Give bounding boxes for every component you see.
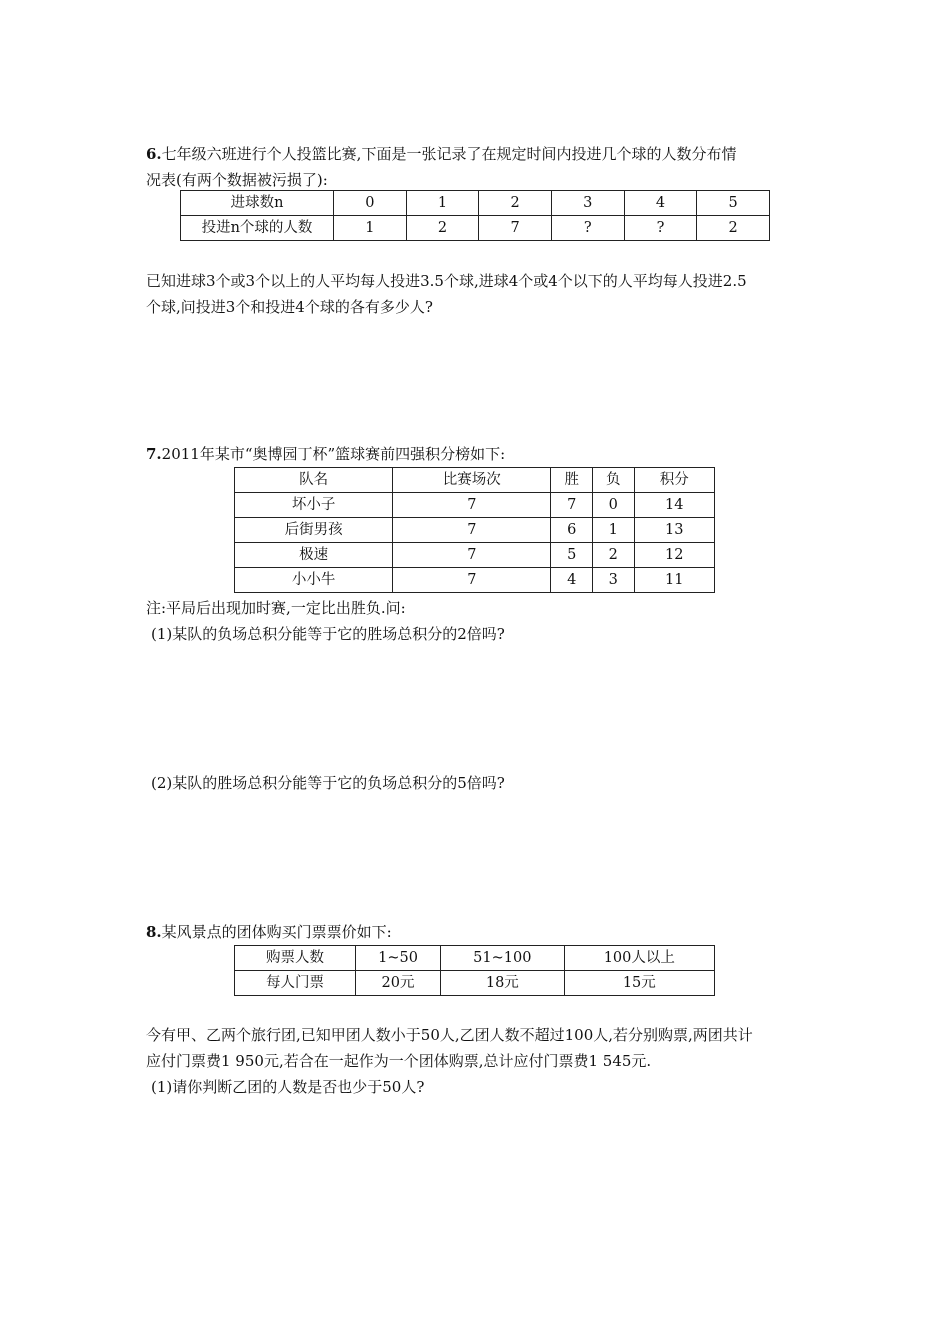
q7-cell: 7: [393, 543, 551, 568]
q8-para1: 今有甲、乙两个旅行团,已知甲团人数小于50人,乙团人数不超过100人,若分别购票,两团共计: [146, 1026, 753, 1044]
q8-intro-text: 某风景点的团体购买门票票价如下:: [161, 923, 392, 941]
q7-cell: 7: [393, 518, 551, 543]
q7-number: 7.: [146, 445, 162, 463]
q7-table-row: [235, 493, 715, 518]
q6-cell: 进球数n: [181, 191, 334, 216]
q6-cell: 0: [334, 191, 407, 216]
q8-cell: 51~100: [441, 946, 565, 971]
q6-cell: 4: [624, 191, 697, 216]
q7-cell: 胜: [551, 468, 593, 493]
q7-cell: 7: [551, 493, 593, 518]
q6-table-row: [181, 216, 770, 241]
q7-table-row: [235, 468, 715, 493]
q7-table-row: [235, 568, 715, 593]
q8-sub1: (1)请你判断乙团的人数是否也少于50人?: [151, 1078, 425, 1096]
q8-cell: 15元: [564, 971, 714, 996]
q8-intro: [146, 922, 392, 942]
q7-cell: 后街男孩: [235, 518, 393, 543]
q6-cell: 7: [479, 216, 552, 241]
q8-table: [234, 945, 715, 996]
q6-line1: [146, 144, 736, 164]
q6-para1: 已知进球3个或3个以上的人平均每人投进3.5个球,进球4个或4个以下的人平均每人投进2.5: [146, 272, 747, 290]
q6-cell: 2: [479, 191, 552, 216]
q6-para2: 个球,问投进3个和投进4个球的各有多少人?: [146, 298, 433, 316]
q7-cell: 13: [634, 518, 714, 543]
q7-cell: 积分: [634, 468, 714, 493]
q7-cell: 5: [551, 543, 593, 568]
q7-table-row: [235, 543, 715, 568]
q7-cell: 2: [592, 543, 634, 568]
q8-table-row: [235, 946, 715, 971]
q7-cell: 3: [592, 568, 634, 593]
q7-cell: 14: [634, 493, 714, 518]
q6-number: 6.: [146, 145, 162, 163]
q7-cell: 比赛场次: [393, 468, 551, 493]
q7-cell: 7: [393, 568, 551, 593]
q7-cell: 4: [551, 568, 593, 593]
q8-cell: 购票人数: [235, 946, 356, 971]
q6-cell: ?: [551, 216, 624, 241]
q6-cell: 1: [406, 191, 479, 216]
q7-cell: 6: [551, 518, 593, 543]
q6-cell: 5: [697, 191, 770, 216]
q7-note: 注:平局后出现加时赛,一定比出胜负.问:: [146, 599, 406, 617]
q7-table-row: [235, 518, 715, 543]
q6-cell: 2: [406, 216, 479, 241]
q7-cell: 7: [393, 493, 551, 518]
q6-line2: 况表(有两个数据被污损了):: [146, 171, 328, 189]
q6-cell: 1: [334, 216, 407, 241]
q8-cell: 18元: [441, 971, 565, 996]
q7-cell: 12: [634, 543, 714, 568]
q6-cell: 3: [551, 191, 624, 216]
q7-cell: 负: [592, 468, 634, 493]
q6-text-line1: 七年级六班进行个人投篮比赛,下面是一张记录了在规定时间内投进几个球的人数分布情: [161, 145, 737, 163]
q8-para2: 应付门票费1 950元,若合在一起作为一个团体购票,总计应付门票费1 545元.: [146, 1052, 652, 1070]
q7-cell: 坏小子: [235, 493, 393, 518]
q8-cell: 1~50: [356, 946, 441, 971]
q8-table-row: [235, 971, 715, 996]
q7-intro-text: 2011年某市“奥博园丁杯”篮球赛前四强积分榜如下:: [161, 445, 506, 463]
q7-cell: 极速: [235, 543, 393, 568]
q6-cell: 2: [697, 216, 770, 241]
q7-sub1: (1)某队的负场总积分能等于它的胜场总积分的2倍吗?: [151, 625, 505, 643]
q8-cell: 100人以上: [564, 946, 714, 971]
q7-sub2: (2)某队的胜场总积分能等于它的负场总积分的5倍吗?: [151, 774, 505, 792]
q6-table-row: [181, 191, 770, 216]
q7-cell: 小小牛: [235, 568, 393, 593]
q8-number: 8.: [146, 923, 162, 941]
q8-cell: 20元: [356, 971, 441, 996]
q7-cell: 队名: [235, 468, 393, 493]
q7-cell: 11: [634, 568, 714, 593]
q7-cell: 0: [592, 493, 634, 518]
q6-table: [180, 190, 770, 241]
q6-cell: 投进n个球的人数: [181, 216, 334, 241]
q7-table: [234, 467, 715, 593]
q7-intro: [146, 444, 505, 464]
q6-cell: ?: [624, 216, 697, 241]
q7-cell: 1: [592, 518, 634, 543]
q8-cell: 每人门票: [235, 971, 356, 996]
